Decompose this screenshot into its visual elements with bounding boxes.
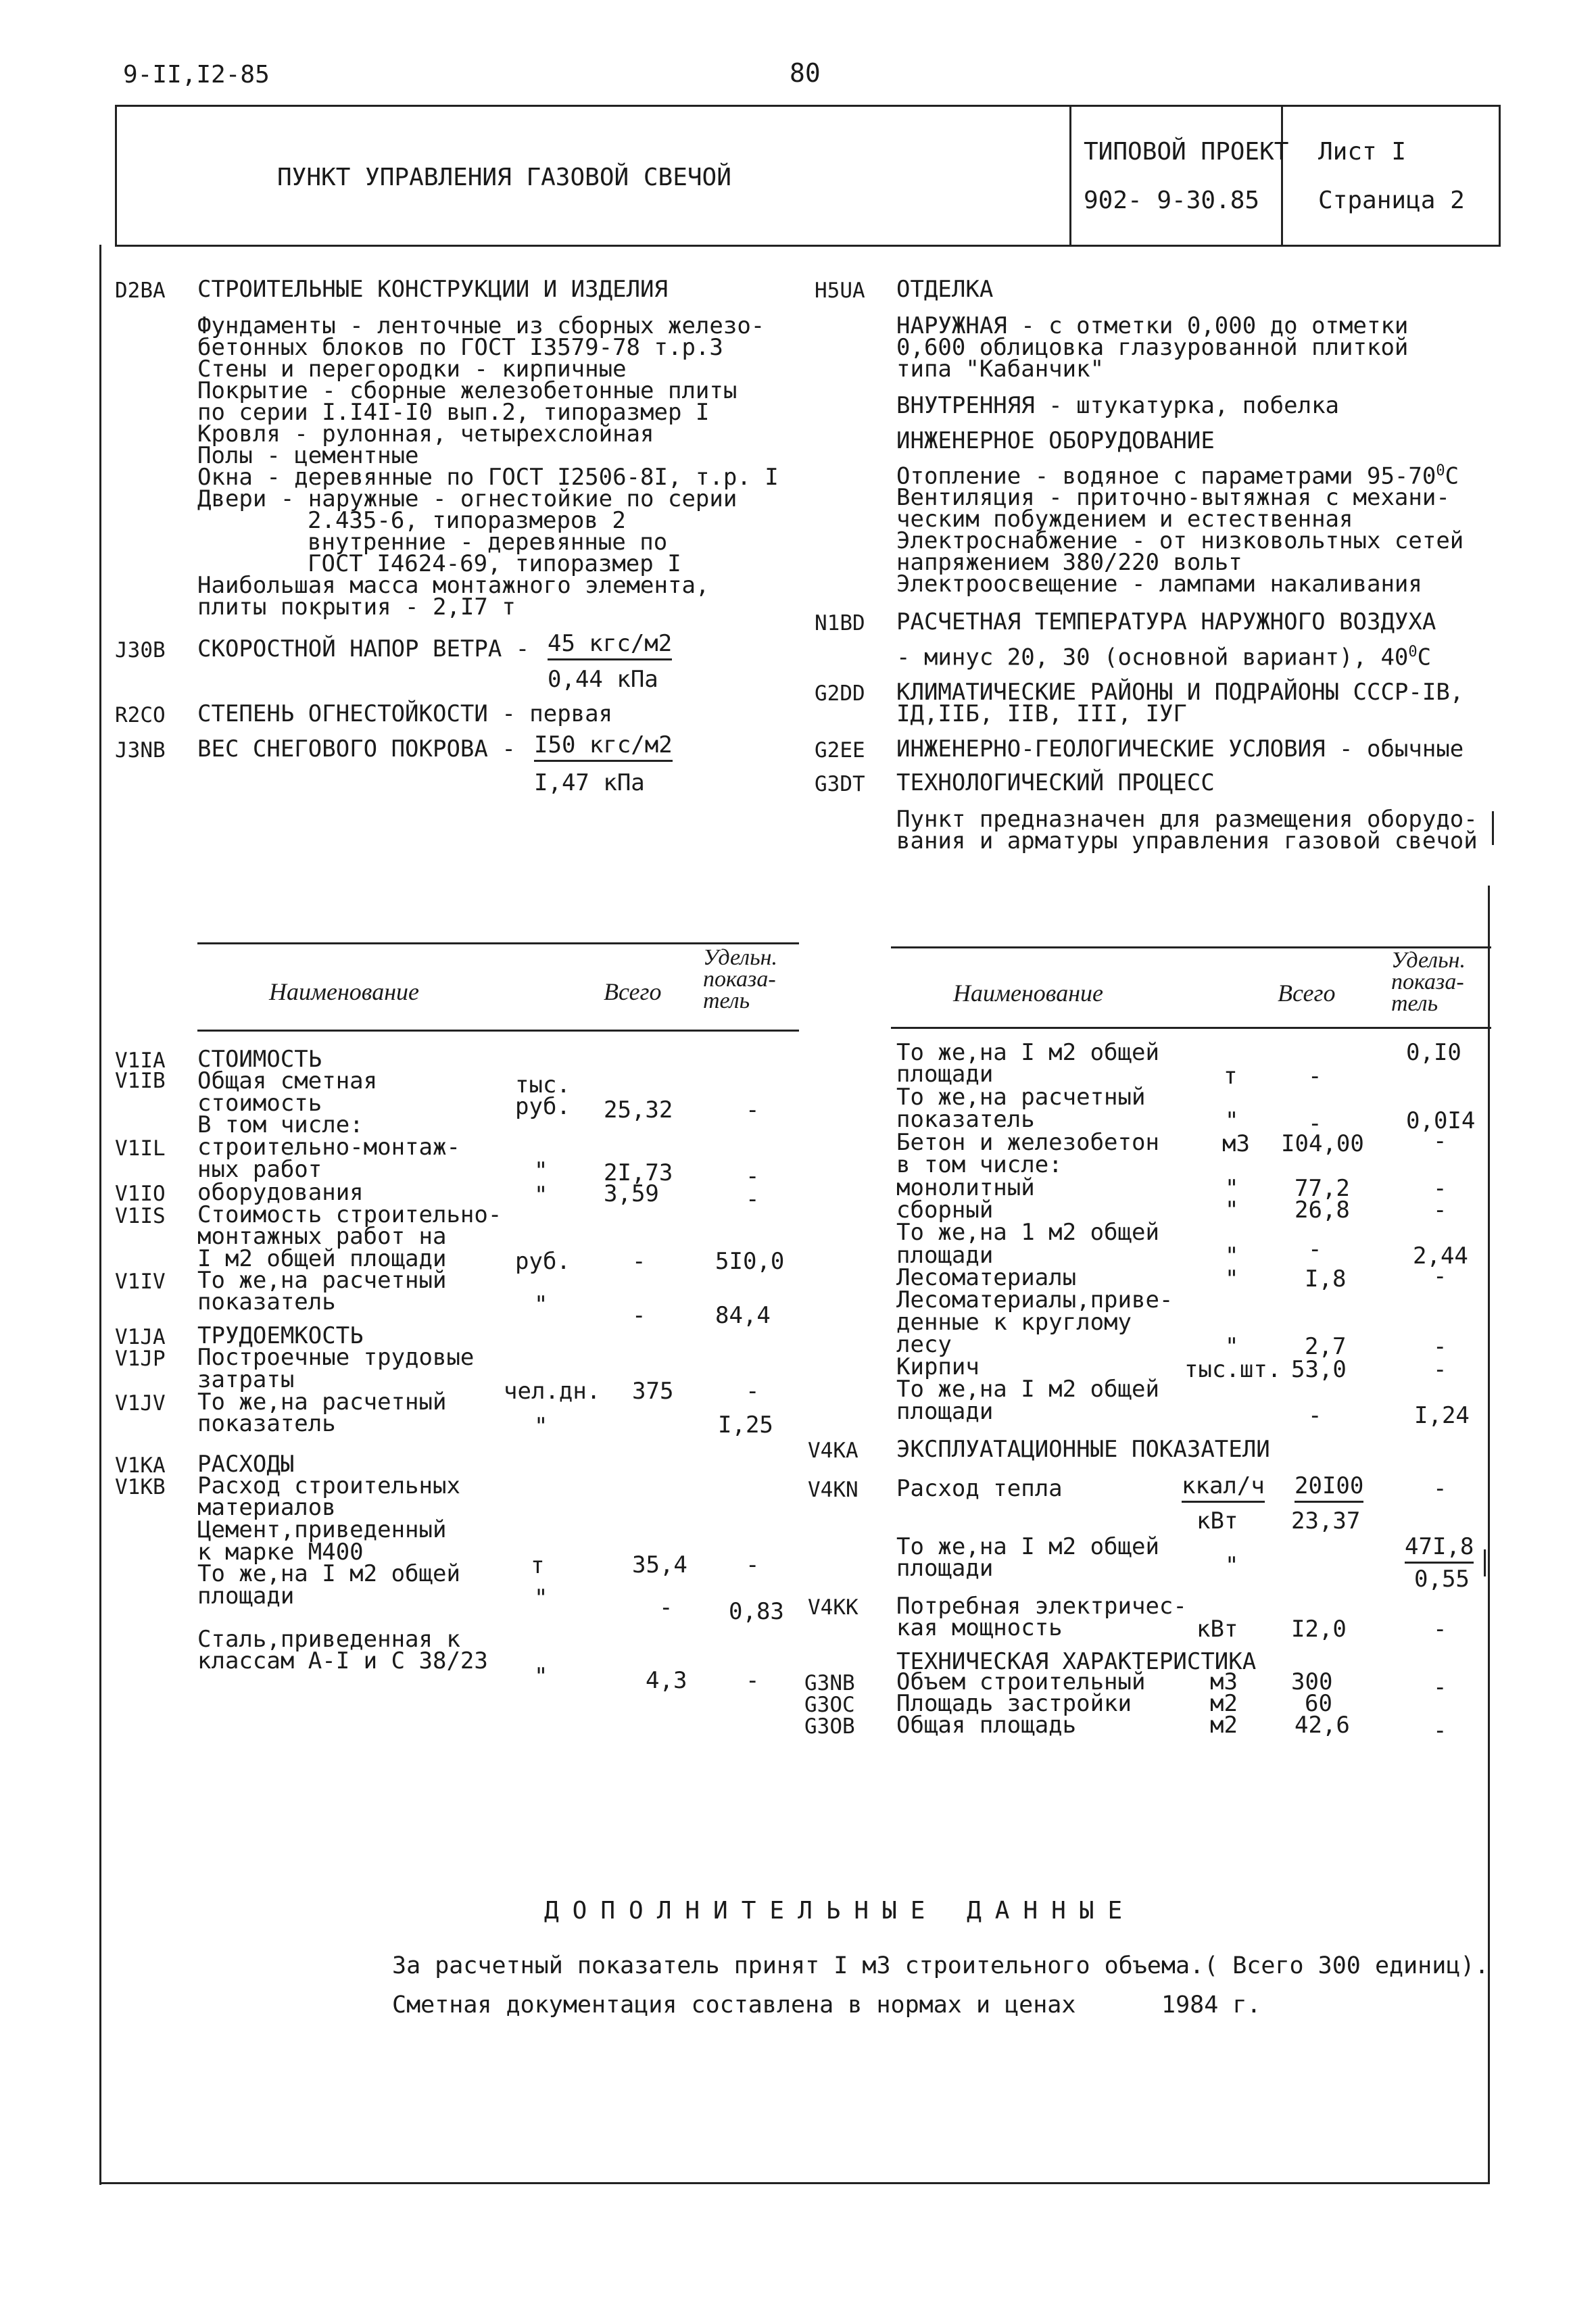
right-table-cell: Кирпич (896, 1353, 980, 1380)
temperature-text: - минус 20, 30 (основной вариант), 40 (896, 644, 1409, 671)
left-table-header-spec: Удельн. (703, 945, 777, 970)
structures-line: Кровля - рулонная, четырехслойная (197, 420, 654, 448)
characteristic-label: Общая площадь (896, 1712, 1077, 1739)
left-table-header-spec: показа- (703, 967, 776, 992)
project-label: ТИПОВОЙ ПРОЕКТ (1084, 138, 1289, 166)
structures-line: Покрытие - сборные железобетонные плиты (197, 377, 737, 404)
left-table-unit: " (534, 1182, 548, 1209)
additional-data-line: За расчетный показатель принят I м3 строительного объема.( Всего 300 единиц). (392, 1952, 1489, 1979)
left-table-cell: Расход строительных (197, 1472, 460, 1499)
engineering-line: Вентиляция - приточно-вытяжная с механи- (896, 484, 1450, 511)
left-table-cell: материалов (197, 1494, 336, 1521)
left-table-cell: То же,на I м2 общей (197, 1560, 460, 1587)
right-table-header-name: Наименование (953, 980, 1104, 1007)
right-table-total: 53,0 (1291, 1356, 1347, 1383)
left-table-cell: монтажных работ на (197, 1223, 447, 1250)
technology-line: Пункт предназначен для размещения оборудо- (896, 806, 1478, 833)
left-table-cell: показатель (197, 1288, 336, 1316)
left-table-spec: - (746, 1186, 760, 1213)
power-line: кая мощность (896, 1614, 1063, 1641)
row-code: V1JA (115, 1325, 166, 1349)
left-table-cell: ных работ (197, 1156, 322, 1183)
right-table-unit: " (1225, 1243, 1239, 1270)
degree-mark: 0 (1436, 462, 1445, 479)
left-table-unit: " (534, 1413, 548, 1440)
right-table-unit: т (1224, 1063, 1238, 1090)
left-table-spec: - (746, 1163, 760, 1190)
characteristic-total: 60 (1305, 1690, 1332, 1717)
left-table-cell: То же,на расчетный (197, 1267, 447, 1294)
right-table-total: 26,8 (1295, 1197, 1350, 1224)
right-table-total: - (1308, 1063, 1322, 1090)
left-table-cell: РАСХОДЫ (197, 1451, 295, 1478)
left-table-unit: " (534, 1291, 548, 1318)
right-table-cell: То же,на I м2 общей (896, 1039, 1159, 1066)
project-code: 902- 9-30.85 (1084, 187, 1260, 214)
heating-unit: С (1445, 462, 1459, 490)
snow-load-label: ВЕС СНЕГОВОГО ПОКРОВА - (197, 735, 516, 763)
left-table-unit: чел.дн. (504, 1378, 601, 1405)
left-table-cell: СТОИМОСТЬ (197, 1046, 322, 1073)
right-table-total: 77,2 (1295, 1175, 1350, 1202)
left-table-cell: I м2 общей площади (197, 1245, 447, 1272)
section-code-v4ka: V4KA (808, 1439, 859, 1463)
title-block-left-border (115, 105, 117, 247)
characteristic-label: Объем строительный (896, 1668, 1146, 1695)
structures-line: Стены и перегородки - кирпичные (197, 356, 627, 383)
outdoor-temperature-line (896, 644, 1431, 671)
structures-line: Наибольшая масса монтажного элемента, (197, 572, 710, 599)
page-number: 80 (790, 58, 821, 88)
section-title-engineering: ИНЖЕНЕРНОЕ ОБОРУДОВАНИЕ (896, 427, 1215, 454)
right-table-spec: - (1433, 1333, 1447, 1360)
left-table-cell: Сталь,приведенная к (197, 1626, 460, 1653)
section-code-j30b: J30B (115, 638, 166, 662)
title-block-bottom-border (115, 245, 1501, 247)
row-code: V1KA (115, 1453, 166, 1478)
section-code-g3nb: G3NB (804, 1671, 855, 1695)
characteristic-unit: м2 (1210, 1690, 1238, 1717)
left-table-cell: оборудования (197, 1179, 364, 1206)
snow-load-value: I50 кгс/м2 (534, 731, 673, 762)
heat-unit-kw: кВт (1196, 1507, 1238, 1535)
heat-total-kw: 23,37 (1291, 1507, 1361, 1535)
wind-pressure-value-kpa: 0,44 кПа (548, 666, 658, 693)
left-table-cell: ТРУДОЕМКОСТЬ (197, 1322, 364, 1349)
right-table-unit: тыс.шт. (1184, 1356, 1282, 1383)
title-block-divider-1 (1069, 105, 1071, 247)
climate-line: КЛИМАТИЧЕСКИЕ РАЙОНЫ И ПОДРАЙОНЫ СССР-IВ, (896, 679, 1464, 706)
page-bottom-border (99, 2182, 1490, 2184)
right-table-unit: " (1225, 1265, 1239, 1293)
left-table-spec: I,25 (718, 1412, 773, 1439)
section-code-j3nb: J3NB (115, 738, 166, 763)
left-table-cell: показатель (197, 1410, 336, 1437)
right-table-header-total: Всего (1278, 980, 1336, 1007)
additional-data-line: Сметная документация составлена в нормах и ценах (392, 1992, 1076, 2019)
engineering-line: ческим побуждением и естественная (896, 506, 1353, 533)
left-table-cell: Стоимость строительно- (197, 1201, 502, 1228)
structures-line: 2.435-6, типоразмеров 2 (308, 507, 626, 534)
right-table-unit: м3 (1222, 1130, 1250, 1157)
right-table-total: - (1308, 1402, 1322, 1429)
left-table-cell: классам А-I и С 38/23 (197, 1647, 488, 1674)
right-table-cell: площади (896, 1242, 994, 1269)
right-table-cell: То же,на I м2 общей (896, 1376, 1159, 1403)
section-title-finishing: ОТДЕЛКА (896, 276, 994, 303)
technical-characteristics-title: ТЕХНИЧЕСКАЯ ХАРАКТЕРИСТИКА (896, 1648, 1257, 1675)
row-code: V1IB (115, 1069, 166, 1093)
row-code: V1IL (115, 1136, 166, 1161)
characteristic-spec: - (1433, 1717, 1447, 1744)
title-block-divider-2 (1281, 105, 1283, 247)
left-table-unit: руб. (515, 1248, 571, 1275)
right-table-spec: - (1433, 1175, 1447, 1202)
section-code-d2ba: D2BA (115, 279, 166, 303)
section-code-g2ee: G2EE (815, 738, 865, 763)
section-title-structures: СТРОИТЕЛЬНЫЕ КОНСТРУКЦИИ И ИЗДЕЛИЯ (197, 276, 668, 303)
page-label: Страница 2 (1318, 187, 1465, 214)
operational-title: ЭКСПЛУАТАЦИОННЫЕ ПОКАЗАТЕЛИ (896, 1436, 1270, 1463)
structures-line: по серии I.I4I-I0 вып.2, типоразмер I (197, 399, 710, 426)
right-table-cell: показатель (896, 1106, 1035, 1133)
finishing-line: типа "Кабанчик" (896, 356, 1105, 383)
additional-data-title: ДОПОЛНИТЕЛЬНЫЕ ДАННЫЕ (544, 1897, 1136, 1925)
left-table-header-spec: тель (703, 988, 750, 1013)
left-table-cell: площади (197, 1583, 295, 1610)
left-table-cell: Построечные трудовые (197, 1344, 475, 1371)
left-table-total: 4,3 (646, 1667, 687, 1694)
structures-line: Фундаменты - ленточные из сборных железо- (197, 312, 765, 339)
heat-m2-line: То же,на I м2 общей (896, 1533, 1159, 1560)
right-table-unit: " (1225, 1333, 1239, 1360)
power-spec: - (1433, 1616, 1447, 1643)
right-table-spec: - (1433, 1356, 1447, 1383)
right-table-spec: - (1433, 1128, 1447, 1155)
right-table-cell: денные к круглому (896, 1309, 1132, 1336)
characteristic-total: 300 (1291, 1668, 1333, 1695)
left-table-total: - (632, 1248, 646, 1275)
right-table-header-rule (891, 1027, 1491, 1029)
right-table-header-spec: Удельн. (1391, 948, 1466, 973)
left-table-spec: - (746, 1378, 760, 1405)
wind-pressure-value: 45 кгс/м2 (548, 630, 672, 660)
left-table-unit: т (531, 1552, 545, 1579)
title-block-right-border (1499, 105, 1501, 247)
heat-unit-kcal: ккал/ч (1182, 1472, 1265, 1503)
characteristic-total: 42,6 (1295, 1712, 1350, 1739)
section-code-n1bd: N1BD (815, 611, 865, 635)
left-table-header-rule (197, 1030, 799, 1032)
section-code-g3ob: G3OB (804, 1714, 855, 1739)
climate-line: IД,IIБ, IIВ, III, IУГ (896, 700, 1187, 727)
structures-line: плиты покрытия - 2,I7 т (197, 594, 516, 621)
left-table-cell: строительно-монтаж- (197, 1134, 460, 1161)
left-table-unit: тыс. (515, 1071, 571, 1099)
characteristic-spec: - (1433, 1674, 1447, 1701)
snow-load-value-kpa: I,47 кПа (534, 769, 645, 796)
right-table-total: 2,7 (1305, 1333, 1347, 1360)
finishing-line: НАРУЖНАЯ - с отметки 0,000 до отметки (896, 312, 1409, 339)
left-table-unit: " (534, 1157, 548, 1184)
right-table-header-spec: показа- (1391, 969, 1464, 994)
right-table-spec: 0,I0 (1406, 1039, 1461, 1066)
section-code-g2dd: G2DD (815, 681, 865, 706)
left-table-cell: к марке М400 (197, 1539, 364, 1566)
heat-total-kcal: 20I00 (1295, 1472, 1363, 1503)
structures-line: бетонных блоков по ГОСТ I3579-78 т.р.3 (197, 334, 723, 361)
right-table-total: - (1308, 1236, 1322, 1263)
left-table-cell: затраты (197, 1366, 295, 1393)
right-table-unit: " (1225, 1197, 1239, 1224)
left-table-spec: - (746, 1667, 760, 1694)
heat-m2-bracket (1484, 1549, 1486, 1576)
heat-m2-unit: " (1225, 1552, 1239, 1579)
right-table-cell: Лесоматериалы,приве- (896, 1286, 1174, 1313)
section-code-v4kk: V4KK (808, 1595, 859, 1620)
left-table-spec: 84,4 (715, 1302, 771, 1329)
price-year: 1984 г. (1161, 1992, 1261, 2019)
row-code: V1IA (115, 1048, 166, 1073)
structures-line: ГОСТ I4624-69, типоразмер I (308, 550, 681, 577)
power-total: I2,0 (1291, 1616, 1347, 1643)
left-table-unit: " (534, 1663, 548, 1690)
heat-m2-spec-kcal: 47I,8 (1405, 1533, 1474, 1564)
heat-m2-line: площади (896, 1555, 994, 1582)
left-table-top-rule (197, 942, 799, 944)
right-table-cell: монолитный (896, 1174, 1035, 1201)
right-table-cell: лесу (896, 1331, 952, 1358)
section-code-r2co: R2CO (115, 703, 166, 727)
section-code-g3dt: G3DT (815, 772, 865, 796)
row-code: V1IS (115, 1204, 166, 1228)
right-table-total: I04,00 (1281, 1130, 1364, 1157)
section-code-v4kn: V4KN (808, 1478, 859, 1502)
characteristic-unit: м2 (1210, 1712, 1238, 1739)
sheet-number: Лист I (1318, 138, 1407, 166)
characteristic-unit: м3 (1210, 1668, 1238, 1695)
outdoor-temperature-title: РАСЧЕТНАЯ ТЕМПЕРАТУРА НАРУЖНОГО ВОЗДУХА (896, 608, 1436, 635)
right-table-cell: То же,на расчетный (896, 1084, 1146, 1111)
page-right-border (1488, 886, 1490, 2184)
fire-resistance-text: СТЕПЕНЬ ОГНЕСТОЙКОСТИ - первая (197, 700, 613, 727)
left-table-spec: - (746, 1096, 760, 1124)
left-table-unit: руб. (515, 1093, 571, 1120)
left-table-cell: Общая сметная (197, 1067, 378, 1094)
right-table-cell: Бетон и железобетон (896, 1129, 1159, 1156)
right-table-spec: - (1433, 1263, 1447, 1290)
geology-text: ИНЖЕНЕРНО-ГЕОЛОГИЧЕСКИЕ УСЛОВИЯ - обычные (896, 735, 1464, 763)
row-code: V1KB (115, 1475, 166, 1499)
title-block-top-border (115, 105, 1501, 107)
right-table-spec: - (1433, 1197, 1447, 1224)
heating-text: Отопление - водяное с параметрами 95-70 (896, 462, 1436, 490)
engineering-line: Электроснабжение - от низковольтных сетей (896, 527, 1464, 554)
right-table-total: I,8 (1305, 1265, 1347, 1293)
row-code: V1JV (115, 1391, 166, 1416)
left-table-cell: В том числе: (197, 1111, 364, 1138)
right-table-spec: I,24 (1414, 1402, 1470, 1429)
right-table-cell: площади (896, 1061, 994, 1088)
right-table-cell: в том числе: (896, 1151, 1063, 1178)
power-line: Потребная электричес- (896, 1593, 1187, 1620)
engineering-line: Электроосвещение - лампами накаливания (896, 571, 1422, 598)
heat-consumption-label: Расход тепла (896, 1475, 1063, 1502)
left-table-total: - (632, 1302, 646, 1329)
technology-title: ТЕХНОЛОГИЧЕСКИЙ ПРОЦЕСС (896, 769, 1215, 796)
section-code-g3oc: G3OC (804, 1693, 855, 1717)
left-table-unit: " (534, 1585, 548, 1612)
left-table-total: 25,32 (604, 1096, 673, 1124)
right-table-cell: Лесоматериалы (896, 1264, 1077, 1291)
structures-line: Полы - цементные (197, 442, 419, 469)
right-table-cell: То же,на 1 м2 общей (896, 1219, 1159, 1246)
left-table-spec: 0,83 (729, 1598, 784, 1625)
right-table-spec: 2,44 (1413, 1243, 1468, 1270)
heat-m2-spec-kw: 0,55 (1414, 1566, 1470, 1593)
document-number: 9-II,I2-85 (123, 61, 270, 89)
right-table-cell: сборный (896, 1197, 994, 1224)
wind-pressure-label: СКОРОСТНОЙ НАПОР ВЕТРА - (197, 635, 530, 662)
structures-line: внутренние - деревянные по (308, 529, 668, 556)
section-code-h5ua: H5UA (815, 279, 865, 303)
left-table-cell: То же,на расчетный (197, 1389, 447, 1416)
page-left-border (99, 245, 101, 2185)
engineering-line: напряжением 380/220 вольт (896, 549, 1242, 576)
left-table-total: 35,4 (632, 1551, 687, 1578)
row-code: V1IO (115, 1182, 166, 1206)
left-table-spec: 5I0,0 (715, 1248, 785, 1275)
left-table-total: - (659, 1594, 673, 1621)
structures-line: Окна - деревянные по ГОСТ I2506-8I, т.р. I (197, 464, 779, 491)
right-table-header-spec: тель (1391, 991, 1438, 1016)
left-table-cell: Цемент,приведенный (197, 1516, 447, 1543)
finishing-inner: ВНУТРЕННЯЯ - штукатурка, побелка (896, 392, 1340, 419)
row-code: V1IV (115, 1270, 166, 1294)
characteristic-label: Площадь застройки (896, 1690, 1132, 1717)
power-unit: кВт (1196, 1616, 1238, 1643)
heat-spec: - (1433, 1475, 1447, 1502)
row-code: V1JP (115, 1347, 166, 1371)
technology-line: вания и арматуры управления газовой свечой (896, 827, 1478, 854)
right-table-unit: " (1225, 1107, 1239, 1134)
right-table-cell: площади (896, 1398, 994, 1425)
right-table-spec: 0,0I4 (1406, 1107, 1476, 1134)
temperature-unit: С (1417, 644, 1432, 671)
left-table-total: 3,59 (604, 1180, 659, 1207)
right-table-total: - (1308, 1110, 1322, 1137)
document-title: ПУНКТ УПРАВЛЕНИЯ ГАЗОВОЙ СВЕЧОЙ (277, 164, 731, 191)
left-table-total: 2I,73 (604, 1159, 673, 1186)
left-table-spec: - (746, 1551, 760, 1578)
left-table-header-name: Наименование (269, 978, 420, 1005)
left-table-total: 375 (632, 1378, 674, 1405)
right-table-unit: " (1225, 1175, 1239, 1202)
finishing-line: 0,600 облицовка глазурованной плиткой (896, 334, 1409, 361)
degree-mark: 0 (1408, 644, 1418, 660)
structures-line: Двери - наружные - огнестойкие по серии (197, 485, 737, 512)
left-table-cell: стоимость (197, 1090, 322, 1117)
left-table-header-total: Всего (604, 978, 662, 1005)
right-text-margin-mark (1492, 811, 1494, 845)
